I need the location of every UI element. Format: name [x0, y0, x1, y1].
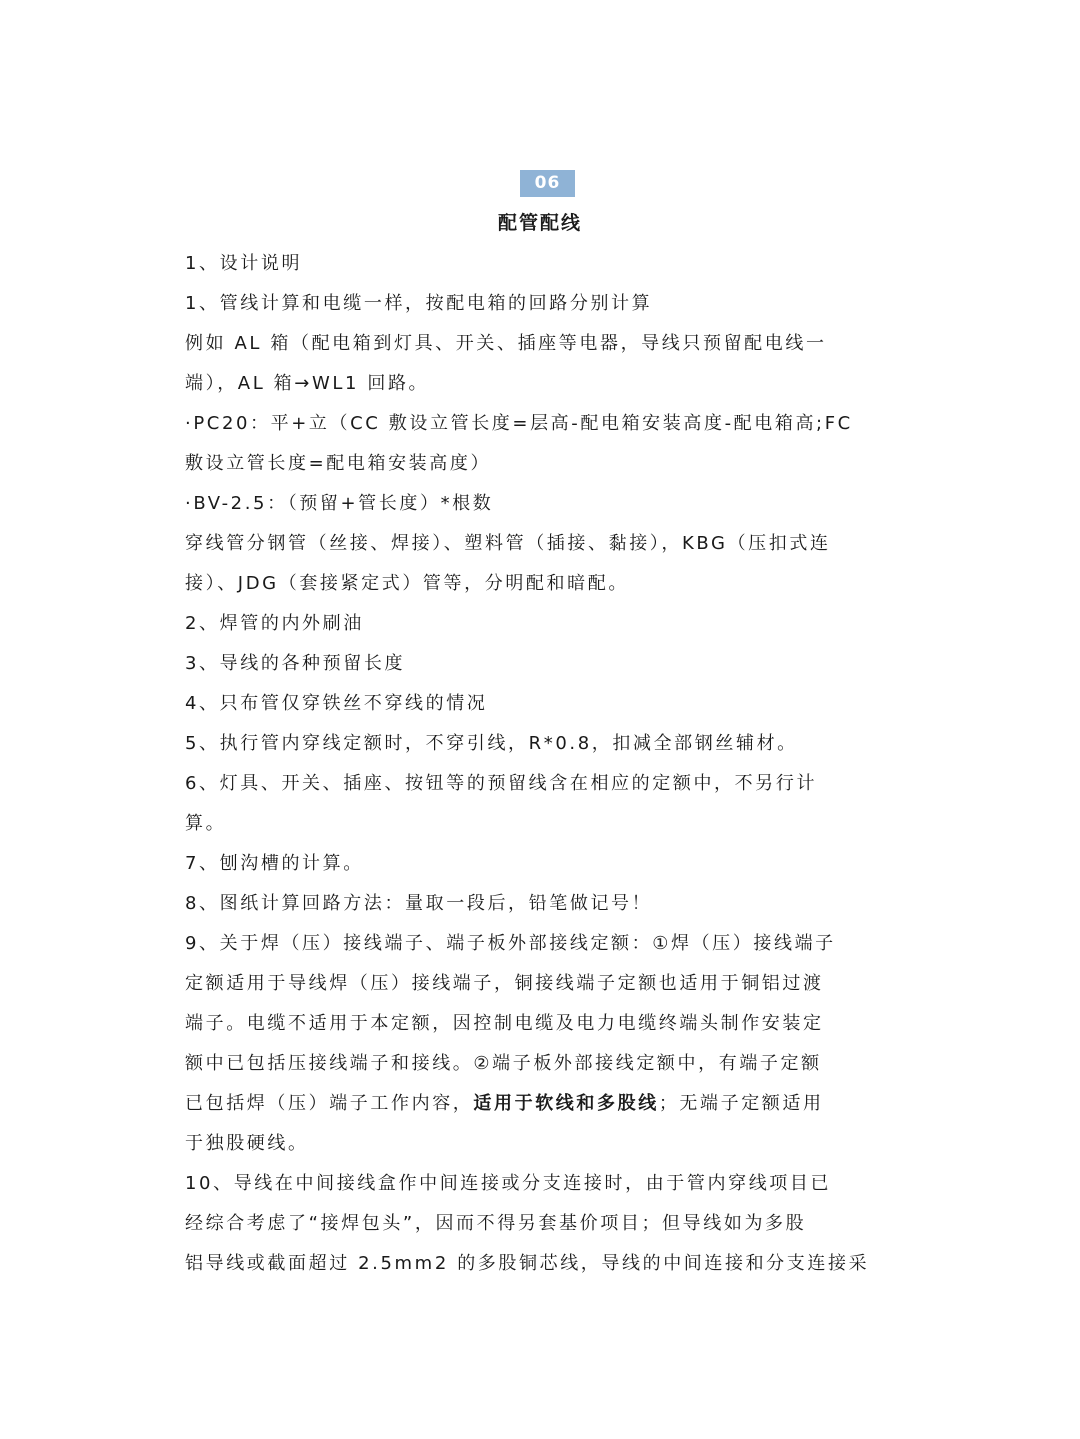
document-body: [185, 244, 890, 1284]
text-segment: 已包括焊（压）端子工作内容，: [185, 1093, 474, 1114]
text-line: 敷设立管长度=配电箱安装高度）: [185, 453, 492, 474]
text-line: 3、导线的各种预留长度: [185, 653, 406, 674]
text-segment: ；无端子定额适用: [658, 1093, 824, 1114]
text-line: 端），AL 箱→WL1 回路。: [185, 373, 430, 394]
section-title: 配管配线: [497, 212, 582, 234]
section-number-badge: 06: [520, 170, 575, 197]
text-line: 算。: [185, 813, 227, 834]
text-line: 4、只布管仅穿铁丝不穿线的情况: [185, 693, 488, 714]
text-line: 9、关于焊（压）接线端子、端子板外部接线定额：①焊（压）接线端子: [185, 933, 836, 954]
text-line: 5、执行管内穿线定额时，不穿引线，R*0.8，扣减全部钢丝辅材。: [185, 733, 798, 754]
emphasis-text: 适用于软线和多股线: [473, 1093, 659, 1114]
text-line: ·PC20：平+立（CC 敷设立管长度=层高-配电箱安装高度-配电箱高;FC: [185, 413, 853, 434]
text-line: 1、设计说明: [185, 253, 303, 274]
text-line: 接）、JDG（套接紧定式）管等，分明配和暗配。: [185, 573, 629, 594]
text-line: 额中已包括压接线端子和接线。②端子板外部接线定额中，有端子定额: [185, 1053, 822, 1074]
text-line: ·BV-2.5：（预留+管长度）*根数: [185, 493, 494, 514]
text-line: 10、导线在中间接线盒作中间连接或分支连接时，由于管内穿线项目已: [185, 1173, 832, 1194]
text-line: 于独股硬线。: [185, 1133, 309, 1154]
text-line: 6、灯具、开关、插座、按钮等的预留线含在相应的定额中，不另行计: [185, 773, 818, 794]
text-line: 经综合考虑了“接焊包头”，因而不得另套基价项目；但导线如为多股: [185, 1213, 807, 1234]
text-line: 端子。电缆不适用于本定额，因控制电缆及电力电缆终端头制作安装定: [185, 1013, 824, 1034]
text-line: 例如 AL 箱（配电箱到灯具、开关、插座等电器，导线只预留配电线一: [185, 333, 827, 354]
text-line: 定额适用于导线焊（压）接线端子，铜接线端子定额也适用于铜铝过渡: [185, 973, 824, 994]
text-line: 1、管线计算和电缆一样，按配电箱的回路分别计算: [185, 293, 653, 314]
text-line: 铝导线或截面超过 2.5mm2 的多股铜芯线，导线的中间连接和分支连接采: [185, 1253, 870, 1274]
text-line: 8、图纸计算回路方法：量取一段后，铅笔做记号！: [185, 893, 653, 914]
text-line-with-emphasis: [185, 1084, 890, 1124]
text-line: 穿线管分钢管（丝接、焊接）、塑料管（插接、黏接），KBG（压扣式连: [185, 533, 831, 554]
text-line: 7、刨沟槽的计算。: [185, 853, 364, 874]
text-line: 2、焊管的内外刷油: [185, 613, 364, 634]
